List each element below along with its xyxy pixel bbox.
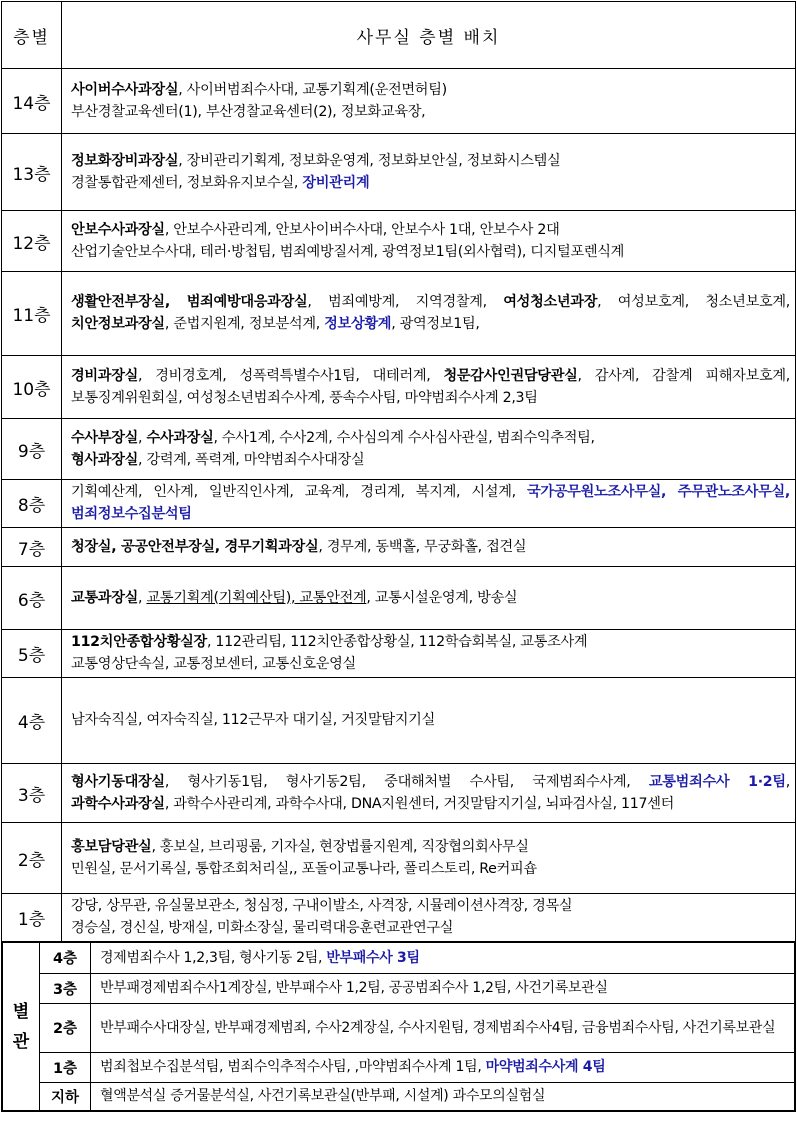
floor-rooms — [62, 134, 796, 211]
room-text: 정보화장비과장실 — [71, 152, 179, 169]
room-text: 과학수사과장실 — [71, 795, 165, 812]
room-text: 강당, 상무관, 유실물보관소, 청심정, 구내이발소, 사격장, 시뮬레이션사격장, 경목실 — [71, 898, 573, 914]
room-text: , — [138, 589, 147, 606]
floor-label: 14층 — [2, 69, 62, 134]
floor-rooms — [62, 528, 796, 567]
floor-rooms — [62, 894, 796, 942]
room-text: 수사과장실 — [146, 429, 214, 446]
annex-directory-table — [1, 941, 796, 1112]
room-text: 반부패수사 3팀 — [326, 949, 420, 966]
floor-column-header: 층별 — [2, 2, 62, 69]
floor-rooms — [62, 678, 796, 764]
room-text: 민원실, 문서기록실, 통합조회처리실,, 포돌이교통나라, 폴리스토리, Re커피숍 — [71, 860, 537, 877]
room-text: 여성청소년과장 — [503, 294, 598, 310]
room-text: 마약범죄수사계 4팀 — [485, 1059, 606, 1075]
annex-floor-label: 지하 — [40, 1082, 91, 1111]
floor-label: 8층 — [2, 480, 62, 528]
room-text: 기획예산계, 인사계, 일반직인사계, 교육계, 경리계, 복지계, 시설계, — [71, 484, 527, 500]
rooms-column-header: 사무실 층별 배치 — [62, 2, 796, 69]
room-text: 혈액분석실 증거물분석실, 사건기록보관실(반부패, 시설계) 과수모의실험실 — [100, 1088, 546, 1105]
annex-label — [2, 942, 40, 1111]
room-text: 장비관리계 — [302, 174, 370, 191]
floor-rooms — [62, 567, 796, 630]
room-text: , 수사1계, 수사2계, 수사심의계 수사심사관실, 범죄수익추적팀, — [213, 429, 595, 446]
room-text: 경비과장실 — [71, 367, 139, 384]
floor-row — [2, 567, 796, 630]
floor-rooms — [62, 764, 796, 823]
floor-row — [2, 528, 796, 567]
room-text: 산업기술안보수사대, 테러·방첩팀, 범죄예방질서계, 광역정보1팀(외사협력), 디지털포렌식계 — [71, 243, 625, 260]
room-text: , — [138, 429, 147, 446]
room-text: 112치안종합상황실장 — [71, 634, 207, 650]
room-text: 청문감사인권담당관실 — [443, 367, 578, 384]
room-text: , 사이버범죄수사대, 교통기획계(운전면허팀) — [178, 81, 447, 98]
floor-label: 7층 — [2, 528, 62, 567]
floor-label: 12층 — [2, 211, 62, 272]
room-text: , 안보수사관리계, 안보사이버수사대, 안보수사 1대, 안보수사 2대 — [164, 221, 560, 238]
room-text: 경제범죄수사 1,2,3팀, 형사기동 2팀, — [100, 949, 327, 966]
room-text: , 준법지원계, 정보분석계, — [164, 316, 325, 332]
floor-rooms — [62, 823, 796, 894]
room-text: , 감사계, 감찰계 피해자보호계, 보통징계위원회실, 여성청소년범죄수사계, 풍속수사팀, 마약범죄수사계 2,3팀 — [71, 367, 791, 406]
room-text: 반부패경제범죄수사1계장실, 반부패수사 1,2팀, 공공범죄수사 1,2팀, 사건기록보관실 — [100, 980, 608, 996]
room-text: , 112관리팀, 112치안종합상황실, 112학습회복실, 교통조사계 — [206, 634, 588, 650]
annex-floor-rooms — [91, 1082, 796, 1111]
room-text: 교통과장실 — [71, 589, 139, 606]
annex-label-text: 별관 — [12, 1001, 30, 1052]
header-row — [2, 2, 796, 69]
floor-label: 4층 — [2, 678, 62, 764]
floor-label: 3층 — [2, 764, 62, 823]
floor-rooms — [62, 69, 796, 134]
room-text: 치안정보과장실 — [71, 316, 165, 332]
floor-label: 10층 — [2, 356, 62, 419]
room-text: 사이버수사과장실 — [71, 81, 179, 98]
annex-floor-label: 3층 — [40, 973, 91, 1003]
floor-row — [2, 894, 796, 942]
floor-row — [2, 630, 796, 678]
room-text: , 형사기동1팀, 형사기동2팀, 중대해처벌 수사팀, 국제범죄수사계, — [164, 773, 649, 790]
floor-rooms — [62, 480, 796, 528]
floor-row — [2, 678, 796, 764]
floor-row — [2, 419, 796, 480]
room-text: , 경무계, 동백홀, 무궁화홀, 접견실 — [318, 538, 527, 555]
floor-label: 11층 — [2, 272, 62, 356]
annex-floor-row — [2, 973, 795, 1003]
annex-floor-label: 2층 — [40, 1003, 91, 1052]
room-text: 남자숙직실, 여자숙직실, 112근무자 대기실, 거짓말탐지기실 — [71, 712, 435, 728]
annex-floor-label: 4층 — [40, 942, 91, 973]
room-text: , 장비관리기획계, 정보화운영계, 정보화보안실, 정보화시스템실 — [178, 152, 561, 169]
annex-floor-rooms — [91, 1052, 796, 1082]
room-text: 경승실, 경신실, 방재실, 미화소장실, 물리력대응훈련교관연구실 — [71, 920, 454, 936]
floor-label: 13층 — [2, 134, 62, 211]
annex-floor-row — [2, 942, 795, 973]
annex-floor-label: 1층 — [40, 1052, 91, 1082]
annex-floor-row — [2, 1003, 795, 1052]
room-text: , 과학수사관리계, 과학수사대, DNA지원센터, 거짓말탐지기실, 뇌파검사실, 117센터 — [164, 795, 675, 812]
floor-row — [2, 69, 796, 134]
room-text: 경찰통합관제센터, 정보화유지보수실, — [71, 174, 303, 191]
room-text: , 광역정보1팀, — [391, 316, 480, 332]
annex-floor-row — [2, 1082, 795, 1111]
room-text: 정보상황계 — [324, 316, 392, 332]
floor-row — [2, 272, 796, 356]
annex-floor-rooms — [91, 973, 796, 1003]
floor-rooms — [62, 356, 796, 419]
floor-label: 6층 — [2, 567, 62, 630]
room-text: 부산경찰교육센터(1), 부산경찰교육센터(2), 정보화교육장, — [71, 103, 426, 120]
floor-label: 9층 — [2, 419, 62, 480]
floor-row — [2, 356, 796, 419]
room-text: 청장실, 공공안전부장실, 경무기획과장실 — [71, 538, 319, 555]
room-text: , 범죄예방계, 지역경찰계, — [307, 294, 504, 310]
floor-rooms — [62, 630, 796, 678]
annex-floor-row — [2, 1052, 795, 1082]
room-text: , — [785, 773, 790, 790]
floor-label: 5층 — [2, 630, 62, 678]
room-text: , 경비경호계, 성폭력특별수사1팀, 대테러계, — [138, 367, 444, 384]
room-text: 교통기획계(기획예산팀), 교통안전계 — [146, 589, 367, 606]
room-text: 형사기동대장실 — [71, 773, 165, 790]
floor-label: 1층 — [2, 894, 62, 942]
floor-rooms — [62, 419, 796, 480]
room-text: 국가공무원노조사무실, 주무관노조사무실, 범죄정보수집분석팀 — [71, 484, 790, 522]
room-text: , 강력계, 폭력계, 마약범죄수사대장실 — [138, 451, 365, 468]
room-text: 형사과장실 — [71, 451, 139, 468]
room-text: 교통범죄수사 1·2팀 — [648, 773, 786, 790]
room-text: 생활안전부장실, 범죄예방대응과장실 — [71, 294, 308, 310]
floor-row — [2, 823, 796, 894]
annex-directory-body — [2, 942, 795, 1111]
room-text: , 교통시설운영계, 방송실 — [366, 589, 518, 606]
annex-floor-rooms — [91, 942, 796, 973]
annex-floor-rooms — [91, 1003, 796, 1052]
floor-row — [2, 211, 796, 272]
floor-row — [2, 480, 796, 528]
room-text: 안보수사과장실 — [71, 221, 165, 238]
room-text: 범죄첩보수집분석팀, 범죄수익추적수사팀, ,마약범죄수사계 1팀, — [100, 1059, 486, 1075]
floor-row — [2, 134, 796, 211]
floor-label: 2층 — [2, 823, 62, 894]
floor-rooms — [62, 211, 796, 272]
floor-rooms — [62, 272, 796, 356]
room-text: , 여성보호계, 청소년보호계, — [597, 294, 791, 310]
room-text: 홍보담당관실 — [71, 838, 152, 855]
floor-row — [2, 764, 796, 823]
room-text: 교통영상단속실, 교통정보센터, 교통신호운영실 — [71, 656, 356, 672]
room-text: , 홍보실, 브리핑룸, 기자실, 현장법률지원계, 직장협의회사무실 — [151, 838, 529, 855]
room-text: 수사부장실 — [71, 429, 139, 446]
floor-directory-body — [2, 2, 796, 942]
floor-directory-table — [1, 1, 796, 942]
room-text: 반부패수사대장실, 반부패경제범죄, 수사2계장실, 수사지원팀, 경제범죄수사4팀, 금융범죄수사팀, 사건기록보관실 — [100, 1019, 776, 1036]
